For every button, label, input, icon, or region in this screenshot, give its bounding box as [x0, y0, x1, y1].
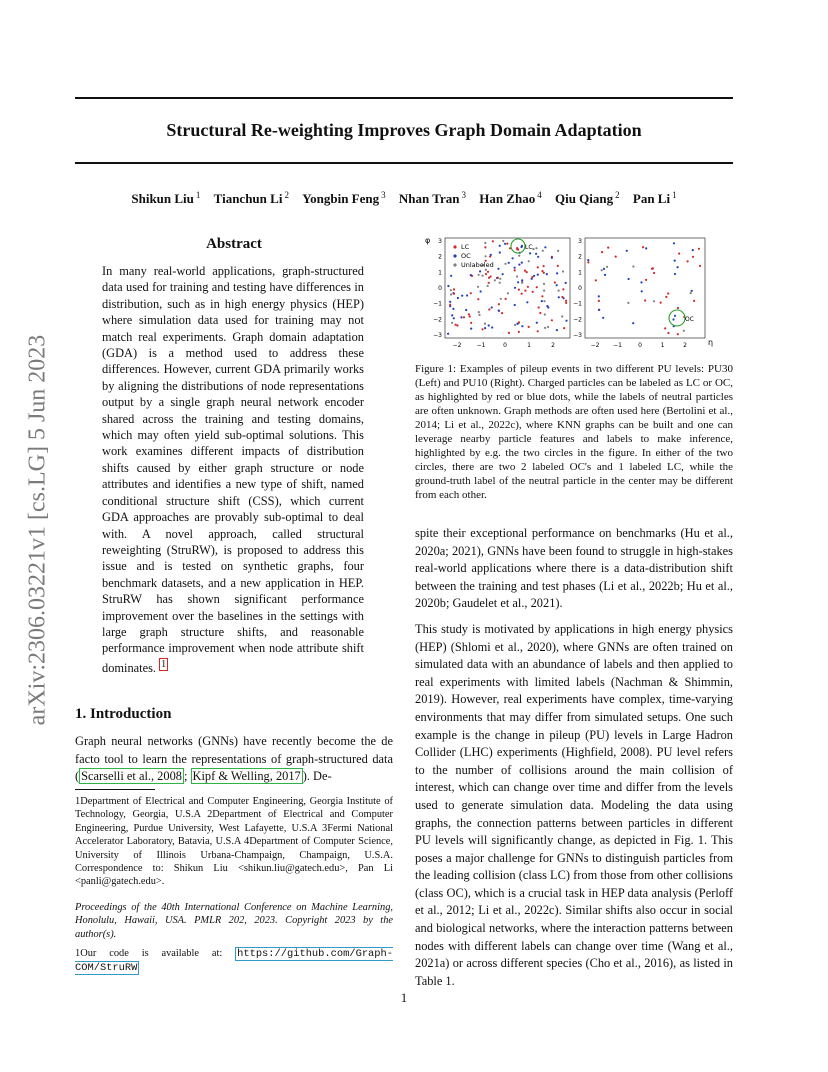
- particle-dot: [691, 290, 693, 292]
- particle-dot: [693, 300, 695, 302]
- legend-label: LC: [461, 243, 470, 251]
- legend: [453, 243, 493, 269]
- particle-dot: [498, 310, 500, 312]
- particle-dot: [561, 315, 563, 317]
- particle-dot: [535, 247, 537, 249]
- particle-dot: [499, 282, 501, 284]
- particle-dot: [487, 285, 489, 287]
- particle-dot: [470, 322, 472, 324]
- particle-dot: [558, 296, 560, 298]
- particle-dot: [537, 256, 539, 258]
- particle-dot: [627, 302, 629, 304]
- particle-dot: [518, 331, 520, 333]
- particle-dot: [557, 265, 559, 267]
- particle-dot: [488, 324, 490, 326]
- code-link[interactable]: https://github.com/Graph-COM/StruRW: [75, 948, 393, 975]
- particle-dot: [531, 276, 533, 278]
- y-axis-label: φ: [425, 236, 431, 245]
- particle-dot: [598, 309, 600, 311]
- y-tick-label: −3: [433, 332, 442, 339]
- particle-dot: [517, 281, 519, 283]
- particle-dot: [687, 260, 689, 262]
- arxiv-stamp: [20, 300, 56, 760]
- y-tick-label: 1: [578, 269, 582, 277]
- particle-dot: [538, 306, 540, 308]
- particle-dot: [470, 274, 472, 276]
- particle-dot: [674, 315, 676, 317]
- particle-dot: [587, 261, 589, 263]
- particle-dot: [514, 269, 516, 271]
- footnotes: [75, 795, 393, 976]
- particle-dot: [529, 252, 531, 254]
- particle-dot: [451, 314, 453, 316]
- particle-dot: [512, 257, 514, 259]
- particle-dot: [447, 285, 449, 287]
- right-column-text: [415, 525, 733, 990]
- x-tick-label: 1: [527, 342, 531, 349]
- particle-dot: [449, 304, 451, 306]
- particle-dot: [677, 266, 679, 268]
- particle-dot: [479, 270, 481, 272]
- particle-dot: [565, 282, 567, 284]
- particle-dot: [543, 265, 545, 267]
- particle-dot: [546, 305, 548, 307]
- particle-dot: [456, 324, 458, 326]
- legend-label: Unlabeled: [461, 261, 494, 269]
- particle-dot: [514, 304, 516, 306]
- particle-dot: [536, 286, 538, 288]
- particle-dot: [653, 300, 655, 302]
- particle-dot: [532, 248, 534, 250]
- particle-dot: [463, 316, 465, 318]
- author-list: [75, 190, 733, 207]
- author: Qiu Qiang $^2$: [554, 190, 620, 207]
- particle-dot: [520, 246, 522, 248]
- particle-dot: [556, 272, 558, 274]
- y-tick-label: −2: [573, 316, 582, 324]
- particle-dot: [460, 316, 462, 318]
- particle-dot: [470, 328, 472, 330]
- particle-dot: [482, 275, 484, 277]
- particle-dot: [518, 289, 520, 291]
- particle-dot: [469, 315, 471, 317]
- affiliation-footnote: 1Department of Electrical and Computer Engineering, Georgia Institute of Technology, Georgia, U.S.A 2Department of Electrical and Computer Engineering, Purdue University, West Lafayette, U.S.A 3Fermi National Accelerator Laboratory, Batavia, U.S.A 4Department of Computer Science, University of Illinois Urbana-Champaign, Champaign, U.S.A. Correspondence to: Shikun Liu <shikun.liu@gatech.edu>, Pan Li <panli@gatech.edu>.: [75, 796, 393, 888]
- y-tick-label: −1: [433, 300, 442, 308]
- particle-dot: [487, 271, 489, 273]
- particle-dot: [465, 309, 467, 311]
- x-tick-label: 2: [551, 342, 555, 349]
- particle-dot: [628, 278, 630, 280]
- particle-dot: [632, 265, 634, 267]
- particle-dot: [477, 298, 479, 300]
- intro-paragraph: Graph neural networks (GNNs) have recently become the de facto tool to learn the representations of graph-structured data ( Scarselli et al., 2008 ; Kipf & Welling, 2017 ). De-: [75, 734, 393, 784]
- particle-dot: [690, 292, 692, 294]
- particle-dot: [672, 318, 674, 320]
- particle-dot: [543, 283, 545, 285]
- particle-dot: [615, 256, 617, 258]
- particle-dot: [507, 292, 509, 294]
- particle-dot: [561, 296, 563, 298]
- author: Han Zhao $^4$: [479, 190, 542, 207]
- particle-dot: [518, 321, 520, 323]
- x-tick-label: 0: [503, 342, 507, 349]
- particle-dot: [501, 312, 503, 314]
- particle-dot: [644, 299, 646, 301]
- particle-dot: [514, 267, 516, 269]
- particle-dot: [542, 250, 544, 252]
- particle-dot: [488, 308, 490, 310]
- particle-dot: [453, 317, 455, 319]
- particle-dot: [521, 279, 523, 281]
- particle-dot: [497, 277, 499, 279]
- legend-marker: [453, 263, 456, 266]
- x-tick-label: −2: [452, 342, 462, 349]
- body-paragraph: This study is motivated by applications in high energy physics (HEP) (Shlomi et al., 2020), where GNNs are often trained on simulated data with an abundance of labels and then applied to real experiments with limited labels (Nachman & Shimmin, 2019). However, real experiments have complex, time-varying environments that may differ from simulated setups. One such example is the change in pileup (PU) levels in Large Hadron Collider (LHC) experiments (Highfield, 2008). PU level refers to the number of collisions around the main collision of interest, which can change over time and differ from the levels used to generate simulation data. Modeling the data using graphs, the connection patterns between particles in different PU levels will significantly change, as depicted in Fig. 1. This poses a major challenge for GNNs to distinguish particles from the leading collision (class LC) from those from other collisions (class OC), which is a crucial task in HEP data analysis (Perloff et al., 2012; Li et al., 2022c). Similar shifts also occur in social and biological networks, where the interaction patterns between nodes with different labels can change over time (Wang et al., 2021a) or across different species (Cho et al., 2016), as listed in Table 1.: [415, 621, 733, 988]
- particle-dot: [468, 313, 470, 315]
- particle-dot: [492, 240, 494, 242]
- particle-dot: [499, 245, 501, 247]
- particle-dot: [601, 269, 603, 271]
- particle-dot: [502, 273, 504, 275]
- particle-dot: [484, 323, 486, 325]
- particle-dot: [521, 282, 523, 284]
- particle-dot: [477, 286, 479, 288]
- particle-dot: [450, 289, 452, 291]
- particle-dot: [692, 256, 694, 258]
- particle-dot: [453, 288, 455, 290]
- particle-dot: [698, 248, 700, 250]
- particle-dot: [667, 332, 669, 334]
- particle-dot: [547, 326, 549, 328]
- particle-dot: [527, 286, 529, 288]
- x-axis-label: η: [708, 338, 714, 347]
- x-tick-label: −1: [613, 342, 622, 349]
- x-tick-label: 2: [683, 342, 687, 349]
- particle-dot: [603, 268, 605, 270]
- y-tick-label: 2: [578, 253, 582, 261]
- author: Yongbin Feng $^3$: [302, 190, 386, 207]
- particle-dot: [461, 295, 463, 297]
- particle-dot: [516, 275, 518, 277]
- particle-dot: [541, 270, 543, 272]
- intro-section: [75, 706, 393, 786]
- citation-link[interactable]: Kipf & Welling, 2017: [192, 769, 301, 784]
- particle-dot: [478, 311, 480, 313]
- legend-label: OC: [461, 252, 471, 260]
- particle-dot: [500, 298, 502, 300]
- particle-dot: [499, 251, 501, 253]
- particle-dot: [488, 282, 490, 284]
- particle-dot: [562, 288, 564, 290]
- particle-dot: [543, 290, 545, 292]
- x-tick-label: 0: [638, 342, 642, 349]
- particle-dot: [504, 263, 506, 265]
- particle-dot: [541, 300, 543, 302]
- particle-dot: [602, 317, 604, 319]
- particle-dot: [544, 246, 546, 248]
- particle-dot: [497, 268, 499, 270]
- particle-dot: [490, 254, 492, 256]
- author: Pan Li $^1$: [632, 190, 677, 207]
- y-tick-label: 3: [578, 238, 582, 245]
- particle-dot: [565, 320, 567, 322]
- figure-1: [415, 232, 733, 354]
- particle-dot: [537, 330, 539, 332]
- particle-dot: [664, 327, 666, 329]
- particle-dot: [452, 308, 454, 310]
- knn-circle: [669, 310, 685, 326]
- particle-dot: [607, 247, 609, 249]
- particle-dot: [653, 272, 655, 274]
- particle-dot: [543, 300, 545, 302]
- figure-panel-right: [573, 238, 713, 349]
- particle-dot: [526, 301, 528, 303]
- particle-dot: [505, 298, 507, 300]
- particle-dot: [502, 240, 504, 242]
- particle-dot: [478, 314, 480, 316]
- legend-marker: [453, 245, 456, 248]
- x-tick-label: −1: [476, 342, 486, 349]
- particle-dot: [587, 259, 589, 261]
- particle-dot: [485, 255, 487, 257]
- particle-dot: [521, 325, 523, 327]
- particle-dot: [645, 247, 647, 249]
- particle-dot: [451, 322, 453, 324]
- arxiv-id: arXiv:2306.03221v1 [cs.LG] 5 Jun 2023: [24, 334, 51, 726]
- particle-dot: [537, 266, 539, 268]
- particle-dot: [457, 297, 459, 299]
- particle-dot: [674, 260, 676, 262]
- particle-dot: [692, 249, 694, 251]
- particle-dot: [484, 242, 486, 244]
- title-rule-bottom: [75, 162, 733, 164]
- particle-dot: [601, 251, 603, 253]
- particle-dot: [606, 266, 608, 268]
- abstract-text: In many real-world applications, graph-structured data used for training and testing have differences in distribution, such as in high energy physics (HEP) where simulation data used for training may not match real experiments. Graph domain adaptation (GDA) is a method used to address these differences. However, current GDA primarily works by aligning the distributions of node representations output by a single graph neural network encoder shared across the training and testing domains, which may often yield sub-optimal solutions. This work examines different impacts of distribution shifts caused by either graph structure or node attributes and identifies a new type of shift, named conditional structure shift (CSS), which current GDA approaches are provably sub-optimal to deal with. A novel approach, called structural reweighting (StruRW), is proposed to address this issue and is tested on synthetic graphs, four benchmark datasets, and a new application in HEP. StruRW has shown significant performance improvement over the baselines in the settings with large graph structure shifts, and reasonable performance improvement when node attribute shift dominates. $^1$: [102, 264, 364, 675]
- particle-dot: [544, 313, 546, 315]
- particle-dot: [491, 326, 493, 328]
- particle-dot: [660, 302, 662, 304]
- particle-dot: [598, 295, 600, 297]
- abstract-heading: Abstract: [206, 236, 262, 252]
- proceedings-note: Proceedings of the 40th International Conference on Machine Learning, Honolulu, Hawaii, USA. PMLR 202, 2023. Copyright 2023 by the author(s).: [75, 901, 393, 940]
- legend-marker: [453, 254, 456, 257]
- particle-dot: [677, 333, 679, 335]
- particle-dot: [546, 273, 548, 275]
- particle-dot: [558, 290, 560, 292]
- particle-dot: [699, 265, 701, 267]
- title-rule-top: [75, 97, 733, 99]
- particle-dot: [641, 290, 643, 292]
- particle-dot: [481, 328, 483, 330]
- particle-dot: [518, 264, 520, 266]
- particle-dot: [565, 300, 567, 302]
- particle-dot: [673, 242, 675, 244]
- particle-dot: [494, 279, 496, 281]
- particle-dot: [528, 260, 530, 262]
- particle-dot: [556, 329, 558, 331]
- figure-caption: Figure 1: Examples of pileup events in two different PU levels: PU30 (Left) and PU10 (Right). Charged particles can be labeled as LC or OC, as highlighted by red or blue dots, while the labels of neutral particles are often unknown. Graph methods are often used here (Bertolini et al., 2014; Li et al., 2022c), where KNN graphs can be built and one can leverage nearby particle features and labels to make inference, highlighted by e.g. the two circles in the figure. In either of the two circles, there are two 2 labeled OC's and 1 labeled LC, while the ground-truth label of the neutral particle in the center may be different from each other.: [415, 363, 733, 501]
- particle-dot: [563, 327, 565, 329]
- particle-dot: [532, 291, 534, 293]
- particle-dot: [683, 330, 685, 332]
- plot-frame: [585, 238, 705, 338]
- particle-dot: [526, 271, 528, 273]
- author: Tianchun Li $^2$: [213, 190, 289, 207]
- particle-dot: [518, 255, 520, 257]
- particle-dot: [524, 290, 526, 292]
- particle-dot: [499, 278, 501, 280]
- y-tick-label: −3: [573, 332, 582, 339]
- particle-dot: [508, 332, 510, 334]
- y-tick-label: 2: [438, 253, 442, 261]
- body-paragraph: spite their exceptional performance on benchmarks (Hu et al., 2020a; 2021), GNNs have been found to struggle in high-stakes real-world applications where there is a data-distribution shift between the training and test phases (Li et al., 2022b; Hu et al., 2020b; Gaudelet et al., 2021).: [415, 526, 733, 611]
- particle-dot: [674, 273, 676, 275]
- author: Shikun Liu $^1$: [131, 190, 201, 207]
- footnote-rule: [75, 789, 155, 790]
- footnote-link[interactable]: 1: [161, 658, 167, 670]
- y-tick-label: 0: [578, 285, 582, 292]
- particle-dot: [450, 293, 452, 295]
- intro-heading: 1. Introduction: [75, 706, 172, 722]
- circle-label: OC: [685, 316, 694, 323]
- particle-dot: [524, 270, 526, 272]
- particle-dot: [640, 281, 642, 283]
- particle-dot: [626, 250, 628, 252]
- particle-dot: [521, 262, 523, 264]
- particle-dot: [652, 267, 654, 269]
- particle-dot: [535, 253, 537, 255]
- particle-dot: [667, 292, 669, 294]
- particle-dot: [595, 279, 597, 281]
- particle-dot: [490, 275, 492, 277]
- particle-dot: [544, 327, 546, 329]
- x-tick-label: −2: [590, 342, 600, 349]
- circle-label: LC: [525, 244, 533, 251]
- particle-dot: [453, 293, 455, 295]
- code-footnote: 1Our code is available at: https://github.com/Graph-COM/StruRW: [75, 948, 393, 975]
- y-tick-label: 1: [438, 269, 442, 277]
- particle-dot: [678, 253, 680, 255]
- particle-dot: [516, 247, 518, 249]
- particle-dot: [514, 287, 516, 289]
- particle-dot: [498, 303, 500, 305]
- particle-dot: [665, 296, 667, 298]
- particle-dot: [508, 262, 510, 264]
- particle-dot: [455, 324, 457, 326]
- particle-dot: [565, 302, 567, 304]
- particle-dot: [514, 324, 516, 326]
- particle-dot: [491, 306, 493, 308]
- particle-dot: [504, 243, 506, 245]
- particle-dot: [677, 307, 679, 309]
- particle-dot: [447, 333, 449, 335]
- y-tick-label: 0: [438, 285, 442, 292]
- particle-dot: [478, 274, 480, 276]
- particle-dot: [466, 294, 468, 296]
- particle-dot: [551, 257, 553, 259]
- particle-dot: [537, 274, 539, 276]
- particle-dot: [551, 319, 553, 321]
- particle-dot: [539, 312, 541, 314]
- particle-dot: [521, 293, 523, 295]
- author: Nhan Tran $^3$: [398, 190, 466, 207]
- page-number: 1: [400, 990, 408, 1005]
- particle-dot: [533, 275, 535, 277]
- particle-dot: [554, 281, 556, 283]
- particle-dot: [506, 243, 508, 245]
- y-tick-label: −2: [433, 316, 442, 324]
- particle-dot: [598, 300, 600, 302]
- particle-dot: [480, 290, 482, 292]
- y-tick-label: 3: [438, 238, 442, 245]
- figure-panel-left: [425, 236, 570, 349]
- particle-dot: [557, 250, 559, 252]
- x-tick-label: 1: [660, 342, 665, 349]
- particle-dot: [604, 274, 606, 276]
- particle-dot: [484, 327, 486, 329]
- particle-dot: [484, 246, 486, 248]
- particle-dot: [632, 322, 634, 324]
- particle-dot: [541, 295, 543, 297]
- particle-dot: [645, 279, 647, 281]
- particle-dot: [470, 292, 472, 294]
- particle-dot: [642, 246, 644, 248]
- y-tick-label: −1: [573, 300, 582, 308]
- particle-dot: [536, 322, 538, 324]
- particle-dot: [485, 273, 487, 275]
- paper-title: Structural Re-weighting Improves Graph Domain Adaptation: [166, 120, 642, 140]
- particle-dot: [556, 284, 558, 286]
- particle-dot: [450, 275, 452, 277]
- particle-dot: [449, 301, 451, 303]
- particle-dot: [562, 270, 564, 272]
- citation-link[interactable]: Scarselli et al., 2008: [81, 769, 182, 784]
- particle-dot: [528, 326, 530, 328]
